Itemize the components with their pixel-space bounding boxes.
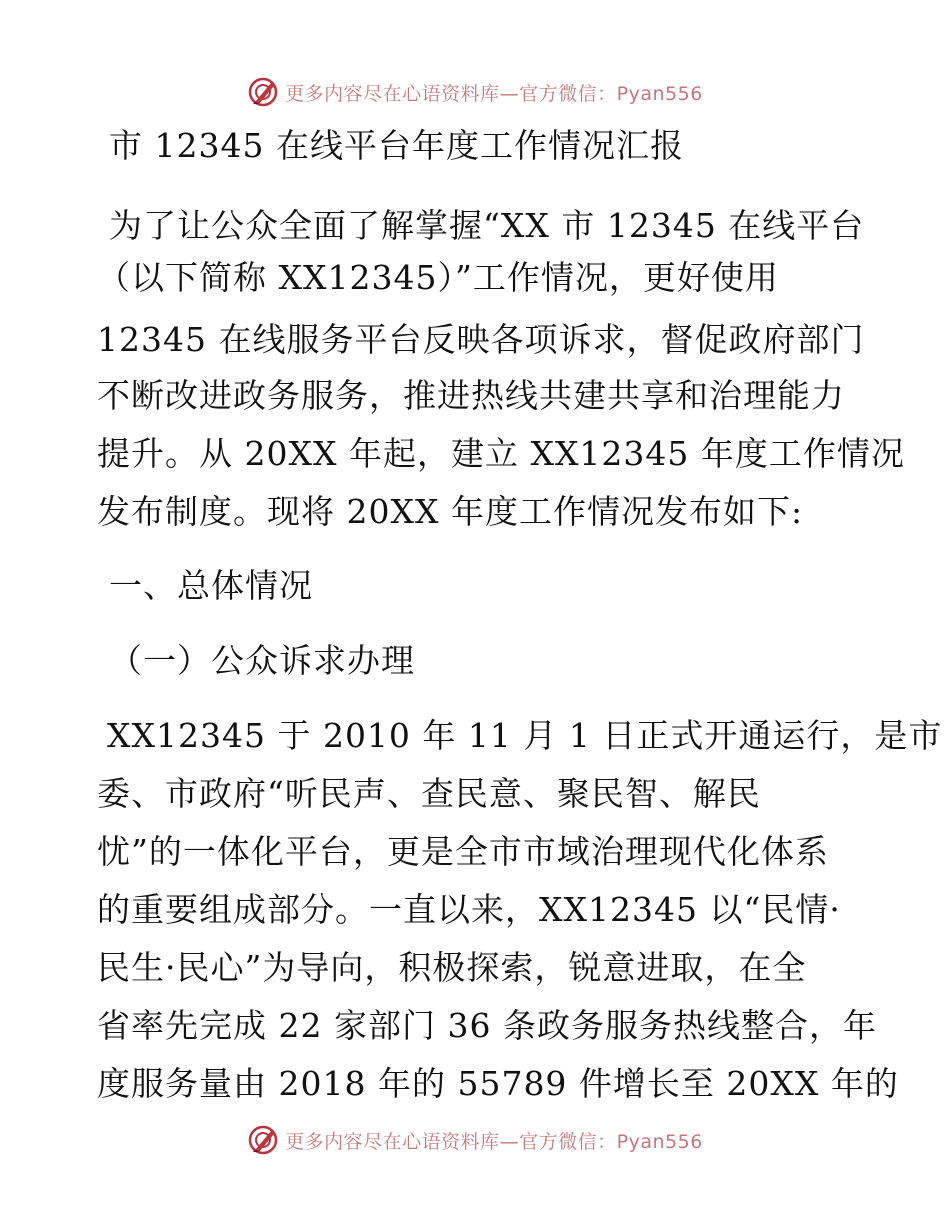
- paragraph-line: XX12345 于 2010 年 11 月 1 日正式开通运行，是市: [107, 716, 943, 755]
- paragraph-line: （以下简称 XX12345）”工作情况，更好使用: [97, 258, 779, 297]
- paragraph-line: 提升。从 20XX 年起，建立 XX12345 年度工作情况: [97, 434, 905, 473]
- paragraph-line: 12345 在线服务平台反映各项诉求，督促政府部门: [97, 320, 865, 359]
- watermark: [247, 76, 703, 108]
- paragraph-line: 民生·民心”为导向，积极探索，锐意进取，在全: [97, 948, 807, 987]
- paragraph-line: 度服务量由 2018 年的 55789 件增长至 20XX 年的: [97, 1064, 899, 1103]
- paragraph-line: 不断改进政务服务，推进热线共建共享和治理能力: [97, 376, 845, 415]
- paragraph-line: 省率先完成 22 家部门 36 条政务服务热线整合，年: [97, 1006, 877, 1045]
- watermark: [247, 1124, 703, 1156]
- paragraph-line: 发布制度。现将 20XX 年度工作情况发布如下:: [97, 492, 804, 531]
- section-heading: 一、总体情况: [109, 566, 313, 605]
- pen-logo-icon: [247, 1124, 279, 1156]
- paragraph-line: 为了让公众全面了解掌握“XX 市 12345 在线平台: [109, 206, 865, 245]
- page-footer-watermark: [0, 1120, 950, 1160]
- pen-logo-icon: [247, 76, 279, 108]
- page-header-watermark: [0, 72, 950, 112]
- watermark-text: 更多内容尽在心语资料库—官方微信：Pyan556: [285, 82, 703, 105]
- paragraph-line: 忧”的一体化平台，更是全市市域治理现代化体系: [97, 832, 829, 871]
- subsection-heading: （一）公众诉求办理: [109, 641, 415, 680]
- document-title: 市 12345 在线平台年度工作情况汇报: [109, 126, 684, 165]
- paragraph-line: 的重要组成部分。一直以来，XX12345 以“民情·: [97, 890, 841, 929]
- watermark-text: 更多内容尽在心语资料库—官方微信：Pyan556: [285, 1130, 703, 1153]
- paragraph-line: 委、市政府“听民声、查民意、聚民智、解民: [97, 774, 761, 813]
